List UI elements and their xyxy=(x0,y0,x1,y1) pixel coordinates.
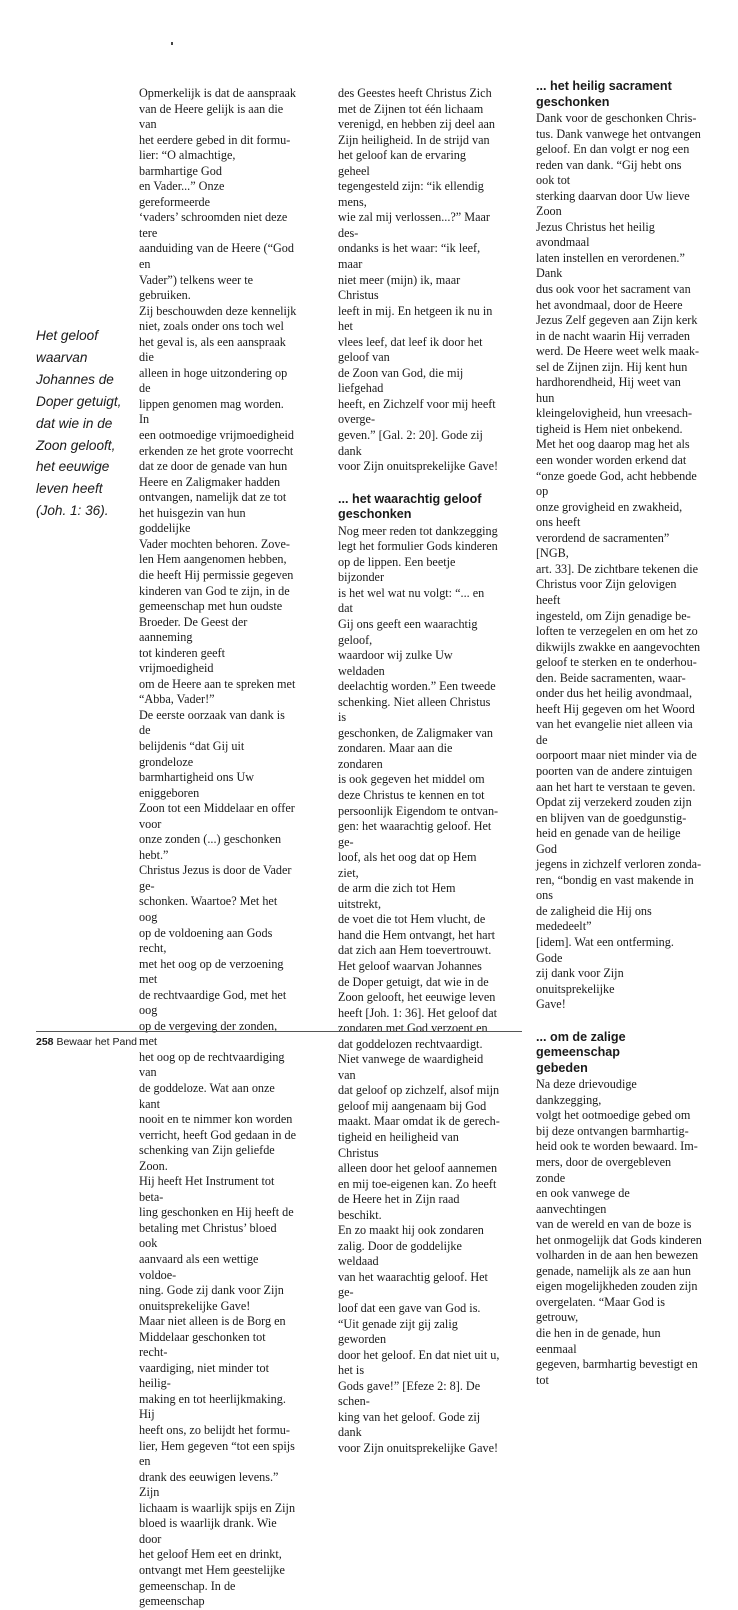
text-line: het eerdere gebed in dit formu- xyxy=(139,132,291,147)
text-line: volgt het ootmoedige gebed om xyxy=(536,1108,691,1123)
text-line: loof, als het oog dat op Hem ziet, xyxy=(338,850,477,880)
text-line: de voet die tot Hem vlucht, de xyxy=(338,912,486,927)
text-line: lichaam is waarlijk spijs en Zijn xyxy=(139,1500,296,1515)
text-line: sel de Zijnen zijn. Hij kent hun xyxy=(536,359,688,374)
text-line: hardhorendheid, Hij weet van hun xyxy=(536,375,681,405)
text-line: zij dank voor Zijn onuitsprekelijke xyxy=(536,966,624,996)
text-line: overgelaten. “Maar God is getrouw, xyxy=(536,1294,666,1325)
text-line: En zo maakt hij ook zondaren xyxy=(338,1223,484,1238)
text-line: dat zich aan Hem toevertrouwt. xyxy=(338,943,492,958)
text-line: vlees leef, dat leef ik door het geloof van xyxy=(338,334,483,365)
text-line: belijdenis “dat Gij uit grondeloze xyxy=(139,738,245,769)
text-line: onuitsprekelijke Gave! xyxy=(139,1298,251,1313)
text-line: Zijn heiligheid. In de strijd van xyxy=(338,132,490,147)
text-line: art. 33]. De zichtbare tekenen die xyxy=(536,561,699,576)
text-line: gemeenschap met hun oudste xyxy=(139,599,283,614)
text-line: verricht, heeft God gedaan in de xyxy=(139,1127,297,1142)
text-line: “Uit genade zijt gij zalig geworden xyxy=(338,1316,458,1347)
text-line: met de Zijnen tot één lichaam xyxy=(338,101,484,116)
text-line: bij deze ontvangen barmhartig- xyxy=(536,1123,689,1138)
text-line: Niet vanwege de waardigheid van xyxy=(338,1052,484,1082)
text-line: schenking van Zijn geliefde Zoon. xyxy=(139,1143,275,1173)
text-line: ren, “bondig en vast makende in ons xyxy=(536,872,694,903)
text-line: op de lippen. Een beetje bijzonder xyxy=(338,554,456,585)
text-line: laten instellen en verordenen.” Dank xyxy=(536,250,685,281)
text-line: waardoor wij zulke Uw weldaden xyxy=(338,648,453,678)
column-1-body xyxy=(139,86,297,1610)
text-line: ning. Gode zij dank voor Zijn xyxy=(139,1283,284,1298)
pull-quote xyxy=(36,325,136,522)
text-line: geloof mij aangenaam bij God xyxy=(338,1098,487,1113)
text-line: drank des eeuwigen levens.” Zijn xyxy=(139,1469,279,1500)
pull-quote-line: Zoon gelooft, xyxy=(36,437,116,453)
text-line: de zaligheid die Hij ons mededeelt” xyxy=(536,903,652,934)
text-line: van de wereld en van de boze is xyxy=(536,1217,692,1232)
text-line: barmhartigheid ons Uw eniggeboren xyxy=(139,770,255,800)
text-line: Nog meer reden tot dankzegging xyxy=(338,523,498,538)
text-line: werd. De Heere weet welk maak- xyxy=(536,344,700,359)
text-line: schenking. Niet alleen Christus is xyxy=(338,694,491,725)
text-line: king van het geloof. Gode zij dank xyxy=(338,1409,481,1440)
text-line: leeft in mij. En hetgeen ik nu in het xyxy=(338,303,493,334)
text-line: Zoon tot een Middelaar en offer voor xyxy=(139,801,295,831)
text-line: dikwijls zwakke en aangevochten xyxy=(536,639,701,654)
text-line: het huisgezin van hun goddelijke xyxy=(139,505,246,536)
text-line: Het geloof waarvan Johannes xyxy=(338,958,482,973)
text-line: heeft [Joh. 1: 36]. Het geloof dat xyxy=(338,1005,498,1020)
text-line: is het wel wat nu volgt: “... en dat xyxy=(338,585,485,616)
text-line: [idem]. Wat een ontferming. Gode xyxy=(536,934,674,965)
text-line: het geloof kan de ervaring geheel xyxy=(338,148,466,178)
text-line: ondanks is het waar: “ik leef, maar xyxy=(338,241,481,272)
text-line: die hen in de genade, hun eenmaal xyxy=(536,1325,661,1356)
text-line: ‘vaders’ schroomden niet deze tere xyxy=(139,210,288,240)
text-line: geschonken, de Zaligmaker van xyxy=(338,725,493,740)
text-line: het avondmaal, door de Heere xyxy=(536,297,683,312)
text-line: gemeenschap. In de gemeenschap xyxy=(139,1578,236,1609)
text-line: gegeven, barmhartig bevestigt en tot xyxy=(536,1357,698,1387)
text-line: alleen door het geloof aannemen xyxy=(338,1161,498,1176)
column-2-section-body xyxy=(338,524,500,1457)
print-speck xyxy=(171,42,173,45)
magazine-name: Bewaar het Pand xyxy=(56,1036,138,1048)
text-line: erkenden ze het grote voorrecht xyxy=(139,443,294,458)
text-line: des Geestes heeft Christus Zich xyxy=(338,86,492,100)
text-line: dus ook voor het sacrament van xyxy=(536,282,691,297)
text-line: heeft Hij gegeven om het Woord xyxy=(536,701,695,716)
text-line: genade, namelijk als ze aan hun xyxy=(536,1263,691,1278)
text-line: bloed is waarlijk drank. Wie door xyxy=(139,1516,277,1546)
text-line: een ootmoedige vrijmoedigheid xyxy=(139,428,295,443)
text-line: persoonlijk Eigendom te ontvan- xyxy=(338,803,499,818)
text-line: is ook gegeven het middel om xyxy=(338,772,485,787)
text-line: Jezus Zelf gegeven aan Zijn kerk xyxy=(536,313,698,328)
text-line: de rechtvaardige God, met het oog xyxy=(139,987,287,1018)
text-line: niet, zoals onder ons toch wel xyxy=(139,319,284,334)
text-line: kinderen van God te zijn, in de xyxy=(139,583,290,598)
heading-line: ... het waarachtig geloof xyxy=(338,491,482,506)
text-line: len Hem aangenomen hebben, xyxy=(139,552,287,567)
heading-line: geschonken xyxy=(338,507,412,522)
text-line: Na deze drievoudige dankzegging, xyxy=(536,1077,637,1107)
text-line: Zoon gelooft, het eeuwige leven xyxy=(338,990,496,1005)
text-line: op de voldoening aan Gods recht, xyxy=(139,925,273,956)
heading-line: ... om de zalige gemeenschap xyxy=(536,1029,626,1060)
text-line: den. Beide sacramenten, waar- xyxy=(536,670,686,685)
text-line: Opdat zij verzekerd zouden zijn xyxy=(536,795,692,810)
text-line: aanduiding van de Heere (“God en xyxy=(139,241,294,272)
text-line: Dank voor de geschonken Chris- xyxy=(536,111,697,125)
text-line: kleingelovigheid, hun vreesach- xyxy=(536,406,693,421)
text-line: tus. Dank vanwege het ontvangen xyxy=(536,126,701,141)
text-line: de Doper getuigt, dat wie in de xyxy=(338,974,489,989)
text-line: en mij toe-eigenen kan. Zo heeft xyxy=(338,1176,497,1191)
text-line: “onze goede God, acht hebbende op xyxy=(536,468,697,499)
text-line: Opmerkelijk is dat de aanspraak xyxy=(139,86,297,100)
text-line: zondaren met God verzoent en xyxy=(338,1021,488,1036)
text-line: geven.” [Gal. 2: 20]. Gode zij dank xyxy=(338,428,483,458)
text-line: ingesteld, om Zijn genadige be- xyxy=(536,608,691,623)
text-line: De eerste oorzaak van dank is de xyxy=(139,707,285,738)
pull-quote-line: het eeuwige xyxy=(36,459,110,475)
text-line: door het geloof. En dat niet uit u, het is xyxy=(338,1347,500,1378)
heading-line: ... het heilig sacrament xyxy=(536,79,672,93)
text-line: hand die Hem ontvangt, het hart xyxy=(338,927,496,942)
text-line: loften te verzegelen en om het zo xyxy=(536,624,698,639)
text-line: een wonder worden erkend dat xyxy=(536,453,687,468)
text-line: heeft ons, zo belijdt het formu- xyxy=(139,1423,290,1438)
text-line: ontvangt met Hem geestelijke xyxy=(139,1562,285,1577)
text-line: zalig. Door de goddelijke weldaad xyxy=(338,1238,462,1269)
text-line: van het evangelie niet alleen via de xyxy=(536,717,693,747)
text-line: lier, Hem gegeven “tot een spijs en xyxy=(139,1438,295,1469)
text-line: ontvangen, namelijk dat ze tot xyxy=(139,490,287,505)
text-line: Gave! xyxy=(536,997,566,1012)
text-line: schonken. Waartoe? Met het oog xyxy=(139,894,278,924)
text-line: wie zal mij verlossen...?” Maar des- xyxy=(338,210,490,240)
text-line: legt het formulier Gods kinderen xyxy=(338,539,498,554)
text-line: en ook vanwege de aanvechtingen xyxy=(536,1186,630,1216)
text-line: Gods gave!” [Efeze 2: 8]. De schen- xyxy=(338,1378,481,1409)
text-line: de Heere het in Zijn raad beschikt. xyxy=(338,1192,460,1222)
text-line: dat geloof op zichzelf, alsof mijn xyxy=(338,1083,500,1098)
pull-quote-line: Het geloof xyxy=(36,328,98,343)
text-line: Broeder. De Geest der aanneming xyxy=(139,614,248,645)
text-line: vaardiging, niet minder tot heilig- xyxy=(139,1360,269,1391)
text-line: reden van dank. “Gij hebt ons ook tot xyxy=(536,157,682,188)
text-line: verenigd, en hebben zij deel aan xyxy=(338,117,496,132)
text-line: jegens in zichzelf verloren zonda- xyxy=(536,857,702,872)
text-column-1 xyxy=(139,86,297,1610)
text-line: geloof. En dan volgt er nog een xyxy=(536,142,690,157)
text-line: de goddeloze. Wat aan onze kant xyxy=(139,1081,275,1111)
text-line: Middelaar geschonken tot recht- xyxy=(139,1329,266,1360)
text-line: Christus Jezus is door de Vader ge- xyxy=(139,863,292,893)
text-line: tigheid en heiligheid van Christus xyxy=(338,1130,459,1160)
text-line: Jezus Christus het heilig avondmaal xyxy=(536,219,655,250)
text-line: het geval is, als een aanspraak die xyxy=(139,334,286,365)
text-line: in de nacht waarin Hij verraden xyxy=(536,328,690,343)
pull-quote-line: leven heeft xyxy=(36,481,103,497)
text-line: met het oog op de verzoening met xyxy=(139,956,284,987)
text-line: zondaren. Maar aan die zondaren xyxy=(338,741,453,771)
text-line: tegengesteld zijn: “ik ellendig mens, xyxy=(338,179,484,209)
text-line: die heeft Hij permissie gegeven xyxy=(139,567,294,582)
text-line: en Vader...” Onze gereformeerde xyxy=(139,179,225,209)
text-line: making en tot heerlijkmaking. Hij xyxy=(139,1391,286,1422)
text-line: deelachtig worden.” Een tweede xyxy=(338,679,496,694)
text-line: voor Zijn onuitsprekelijke Gave! xyxy=(338,1440,499,1455)
pull-quote-line: Johannes de xyxy=(36,371,114,387)
text-line: alleen in hoge uitzondering op de xyxy=(139,365,288,396)
text-line: nooit en te nimmer kon worden xyxy=(139,1112,293,1127)
text-line: gen: het waarachtig geloof. Het ge- xyxy=(338,819,492,849)
text-line: onze zonden (...) geschonken hebt.” xyxy=(139,832,282,862)
pull-quote-line: waarvan xyxy=(36,349,88,365)
text-line: onder dus het heilig avondmaal, xyxy=(536,686,693,701)
text-line: lier: “O almachtige, barmhartige God xyxy=(139,148,236,178)
heading-line: gebeden xyxy=(536,1060,588,1075)
text-line: de arm die zich tot Hem uitstrekt, xyxy=(338,881,456,911)
text-column-3 xyxy=(536,79,702,1388)
text-line: sterking daarvan door Uw lieve Zoon xyxy=(536,188,690,219)
text-line: oorpoort maar niet minder via de xyxy=(536,748,697,763)
text-line: loof dat een gave van God is. xyxy=(338,1301,481,1316)
text-line: onze grovigheid en zwakheid, ons heeft xyxy=(536,499,683,530)
pull-quote-line: dat wie in de xyxy=(36,415,113,431)
text-line: dat ze door de genade van hun xyxy=(139,459,288,474)
text-column-2 xyxy=(338,86,500,1456)
heading-line: geschonken xyxy=(536,94,610,109)
text-line: mers, door de overgebleven zonde xyxy=(536,1154,672,1185)
text-line: het onmogelijk dat Gods kinderen xyxy=(536,1232,702,1247)
text-line: deze Christus te kennen en tot xyxy=(338,787,485,802)
footer-rule xyxy=(36,1031,522,1032)
column-3-body xyxy=(536,111,702,1013)
column-2-body xyxy=(338,86,500,475)
text-line: heid ook te worden bewaard. Im- xyxy=(536,1139,698,1154)
section-heading-waarachtig-geloof xyxy=(338,492,500,523)
text-line: op de vergeving der zonden, met xyxy=(139,1018,278,1049)
section-heading-zalige-gemeenschap xyxy=(536,1030,702,1077)
text-line: aan het hart te verstaan te geven. xyxy=(536,779,696,794)
text-line: Vader”) telkens weer te gebruiken. xyxy=(139,272,254,303)
text-line: volharden in de aan hen bewezen xyxy=(536,1248,699,1263)
text-line: het geloof Hem eet en drinkt, xyxy=(139,1547,282,1562)
text-line: Gij ons geeft een waarachtig geloof, xyxy=(338,616,478,647)
text-line: dat goddelozen rechtvaardigt. xyxy=(338,1036,483,1051)
pull-quote-line: (Joh. 1: 36). xyxy=(36,503,109,519)
text-line: en blijven van de goedgunstig- xyxy=(536,810,687,825)
text-line: voor Zijn onuitsprekelijke Gave! xyxy=(338,459,499,474)
text-line: Vader mochten behoren. Zove- xyxy=(139,536,290,551)
text-line: poorten van de andere zintuigen xyxy=(536,763,693,778)
page-footer xyxy=(36,1036,137,1049)
text-line: heeft, en Zichzelf voor mij heeft overge- xyxy=(338,396,496,427)
text-line: van de Heere gelijk is aan die van xyxy=(139,101,284,132)
page-number: 258 xyxy=(36,1036,54,1048)
text-line: Met het oog daarop mag het als xyxy=(536,437,690,452)
text-line: “Abba, Vader!” xyxy=(139,692,215,707)
text-line: tigheid is Hem niet onbekend. xyxy=(536,421,683,436)
text-line: verordend de sacramenten” [NGB, xyxy=(536,530,670,561)
text-line: de Zoon van God, die mij liefgehad xyxy=(338,365,464,396)
text-line: Christus voor Zijn gelovigen heeft xyxy=(536,577,677,607)
text-line: Hij heeft Het Instrument tot beta- xyxy=(139,1174,275,1204)
text-line: Zij beschouwden deze kennelijk xyxy=(139,303,297,318)
text-line: heid en genade van de heilige God xyxy=(536,826,681,856)
text-line: geloof te sterken en te onderhou- xyxy=(536,655,697,670)
text-line: tot kinderen geeft vrijmoedigheid xyxy=(139,645,225,676)
text-line: Maar niet alleen is de Borg en xyxy=(139,1314,286,1329)
column-3-section-body xyxy=(536,1077,702,1388)
text-line: het oog op de rechtvaardiging van xyxy=(139,1049,285,1080)
text-line: ling geschonken en Hij heeft de xyxy=(139,1205,294,1220)
text-line: eigen mogelijkheden zouden zijn xyxy=(536,1279,698,1294)
text-line: niet meer (mijn) ik, maar Christus xyxy=(338,272,461,303)
text-line: van het waarachtig geloof. Het ge- xyxy=(338,1269,488,1300)
section-heading-heilig-sacrament xyxy=(536,79,702,110)
text-line: om de Heere aan te spreken met xyxy=(139,676,296,691)
text-line: maakt. Maar omdat ik de gerech- xyxy=(338,1114,500,1129)
text-line: lippen genomen mag worden. In xyxy=(139,396,284,427)
text-line: aanvaard als een wettige voldoe- xyxy=(139,1252,259,1282)
text-line: betaling met Christus’ bloed ook xyxy=(139,1220,277,1251)
text-line: Heere en Zaligmaker hadden xyxy=(139,474,281,489)
pull-quote-line: Doper getuigt, xyxy=(36,393,122,409)
